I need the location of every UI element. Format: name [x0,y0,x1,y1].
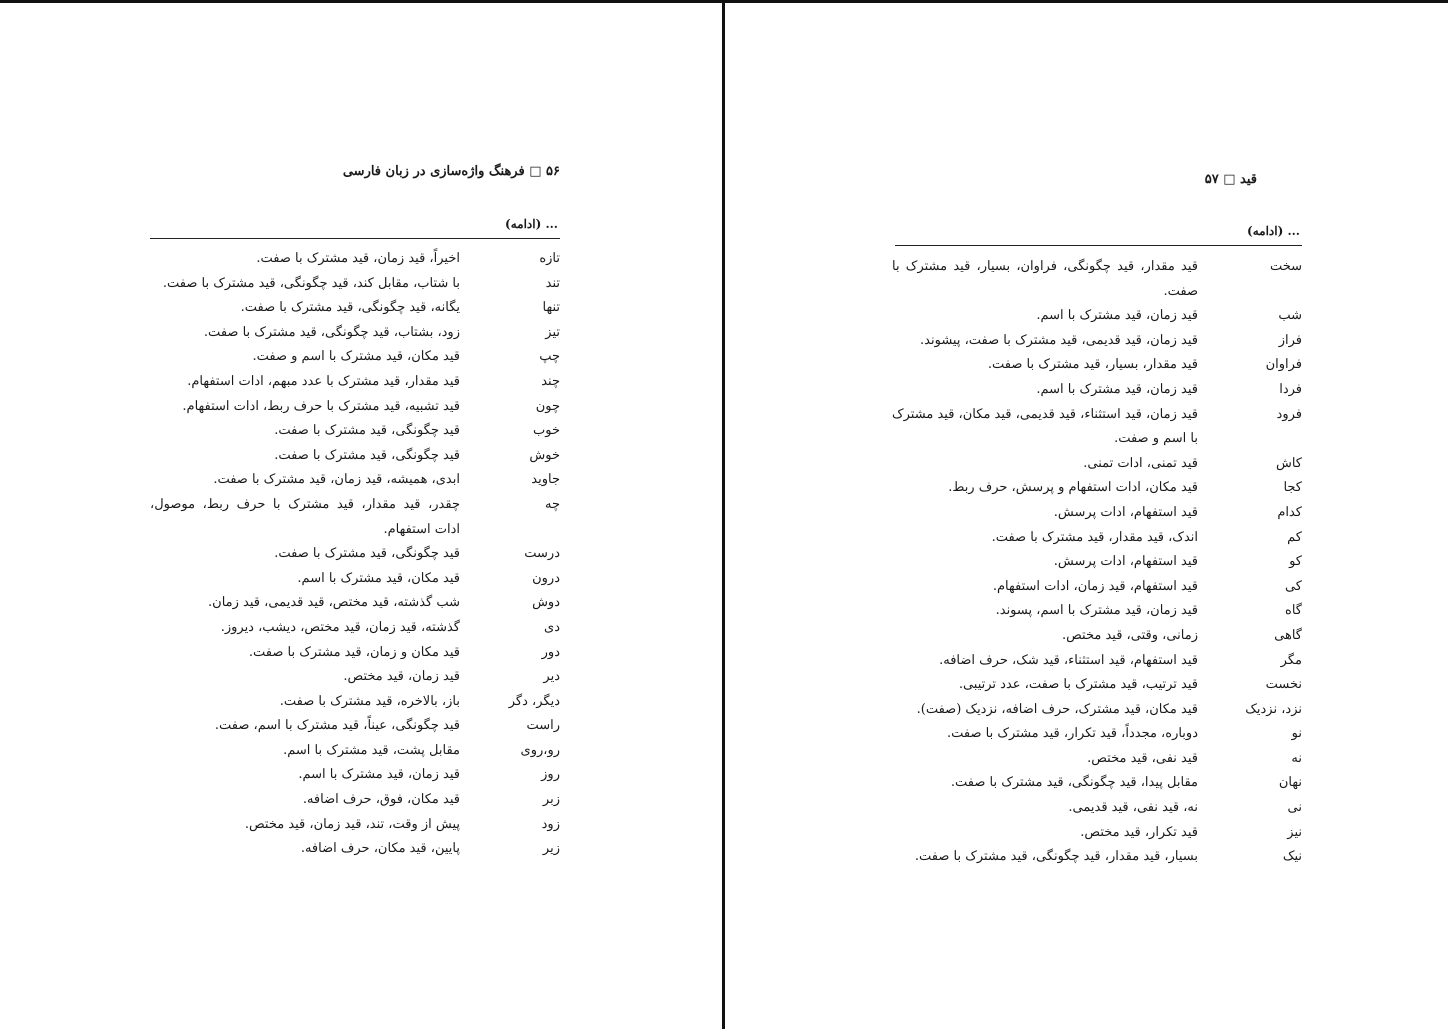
dictionary-entry [892,722,1302,747]
entry-headword: تند [545,275,560,291]
dictionary-entry [892,747,1302,772]
entry-headword: خوب [533,423,560,439]
entry-headword: نیز [1287,824,1302,840]
entry-headword: فراز [1278,332,1302,348]
dictionary-entry [150,690,560,715]
dictionary-entry [892,649,1302,674]
entry-definition: شب گذشته، قید مختص، قید قدیمی، قید زمان. [208,595,460,611]
entry-headword: دی [544,619,560,635]
entry-headword: تیز [545,324,560,340]
dictionary-entry [150,714,560,739]
dictionary-entry [150,345,560,370]
entry-definition: قید مکان، فوق، حرف اضافه. [302,792,460,808]
entry-definition: پایین، قید مکان، حرف اضافه. [300,841,460,857]
entry-headword: درون [532,570,560,586]
dictionary-entry [150,641,560,666]
entry-definition: قید زمان، قید قدیمی، قید مشترک با صفت، پیشوند. [920,332,1198,348]
dictionary-entry [892,378,1302,403]
dictionary-entry [892,476,1302,501]
entry-headword: دیر [543,669,560,685]
entry-definition: اخیراً، قید زمان، قید مشترک با صفت. [256,251,460,266]
entry-definition: قید مکان، قید مشترک با اسم و صفت. [252,349,460,365]
entry-definition: قید چگونگی، قید مشترک با صفت. [274,423,460,439]
entry-definition: چقدر، قید مقدار، قید مشترک با حرف ربط، موصول، ادات استفهام. [150,496,460,537]
entry-definition: قید چگونگی، عیناً، قید مشترک با اسم، صفت. [214,718,460,734]
entry-definition: ابدی، همیشه، قید زمان، قید مشترک با صفت. [213,472,460,488]
dictionary-entry [150,247,560,272]
entry-headword: دور [541,644,560,660]
entry-headword: سخت [1269,259,1302,274]
entry-headword: فرود [1276,406,1302,422]
entry-definition: قید مقدار، قید چگونگی، فراوان، بسیار، قید مشترک با صفت. [892,259,1198,299]
entry-headword: شب [1278,308,1302,324]
entry-definition: قید چگونگی، قید مشترک با صفت. [274,546,460,562]
entry-definition: قید مقدار، بسیار، قید مشترک با صفت. [987,357,1198,373]
entry-headword: چون [535,398,560,414]
entry-definition: قید نفی، قید مختص. [1087,750,1198,766]
entry-headword: گاه [1285,603,1302,619]
entry-headword: دیگر، دگر [508,693,560,709]
entry-definition: گذشته، قید زمان، قید مختص، دیشب، دیروز. [220,619,460,635]
entry-headword: نو [1291,726,1302,742]
dictionary-entry [150,739,560,764]
entry-headword: نه [1291,750,1302,766]
dictionary-entry [150,272,560,297]
dictionary-entry [150,296,560,321]
entry-headword: کی [1284,578,1302,594]
dictionary-entry [892,821,1302,846]
entry-headword: نزد، نزدیک [1245,701,1302,717]
dictionary-entry [892,796,1302,821]
entry-headword: جاوید [531,472,560,488]
entry-definition: با شتاب، مقابل کند، قید چگونگی، قید مشترک با صفت. [162,275,460,291]
dictionary-entry [892,255,1302,304]
dictionary-entry [892,673,1302,698]
dictionary-entry [150,763,560,788]
book-spine-divider [722,0,725,1029]
entry-headword: تازه [539,251,560,266]
header-rule [150,238,560,239]
entry-definition: قید زمان، قید مختص. [343,669,460,685]
dictionary-entry [892,501,1302,526]
entry-headword: درست [524,546,560,562]
entry-headword: چه [544,496,560,512]
dictionary-entry [150,444,560,469]
continued-label: ... (ادامه) [505,217,558,231]
entry-list [892,255,1302,870]
dictionary-entry [150,616,560,641]
dictionary-entry [150,370,560,395]
entry-definition: یگانه، قید چگونگی، قید مشترک با صفت. [240,300,460,316]
entry-headword: نیک [1282,849,1302,865]
dictionary-entry [892,698,1302,723]
dictionary-entry [150,493,560,542]
dictionary-entry [892,403,1302,452]
dictionary-entry [150,542,560,567]
entry-headword: کاش [1275,455,1302,471]
entry-definition: اندک، قید مقدار، قید مشترک با صفت. [991,529,1198,545]
running-head: قید □ ۵۷ [1204,172,1257,187]
dictionary-entry [892,599,1302,624]
dictionary-entry [150,419,560,444]
continued-label: ... (ادامه) [1247,224,1300,238]
dictionary-entry [892,575,1302,600]
entry-definition: قید مکان، ادات استفهام و پرسش، حرف ربط. [948,480,1198,496]
entry-headword: چپ [539,349,560,365]
entry-definition: زود، بشتاب، قید چگونگی، قید مشترک با صفت. [203,324,460,340]
entry-headword: نهان [1278,775,1302,791]
entry-definition: باز، بالاخره، قید مشترک با صفت. [279,693,460,709]
entry-headword: زیر [542,841,560,857]
dictionary-entry [892,526,1302,551]
entry-definition: قید مقدار، قید مشترک با عدد مبهم، ادات استفهام. [187,373,460,389]
entry-headword: چند [541,373,560,389]
entry-definition: دوباره، مجدداً، قید تکرار، قید مشترک با صفت. [947,726,1198,742]
dictionary-entry [150,788,560,813]
entry-definition: مقابل پشت، قید مشترک با اسم. [283,742,460,758]
entry-definition: قید مکان و زمان، قید مشترک با صفت. [248,644,460,660]
running-head: ۵۶ □ فرهنگ واژه‌سازی در زبان فارسی [342,164,560,179]
dictionary-entry [892,452,1302,477]
dictionary-entry [150,591,560,616]
dictionary-entry [892,624,1302,649]
entry-headword: کو [1289,554,1302,570]
entry-definition: قید تکرار، قید مختص. [1080,824,1198,840]
dictionary-entry [150,321,560,346]
entry-headword: کجا [1283,480,1302,496]
entry-definition: قید مکان، قید مشترک، حرف اضافه، نزدیک (صفت). [916,701,1198,717]
dictionary-entry [892,353,1302,378]
entry-headword: خوش [529,447,560,463]
entry-definition: قید زمان، قید مشترک با اسم، پسوند. [995,603,1198,619]
entry-headword: رو،روی [520,742,560,758]
entry-headword: گاهی [1274,627,1302,643]
entry-definition: قید زمان، قید مشترک با اسم. [298,767,460,783]
dictionary-entry [150,813,560,838]
entry-definition: قید ترتیب، قید مشترک با صفت، عدد ترتیبی. [958,677,1198,693]
entry-definition: قید تشبیه، قید مشترک با حرف ربط، ادات استفهام. [182,398,460,414]
entry-headword: تنها [542,300,560,316]
entry-headword: روز [541,767,560,783]
entry-headword: نی [1287,800,1302,816]
dictionary-entry [150,837,560,862]
entry-definition: قید استفهام، ادات پرسش. [1053,554,1198,570]
entry-definition: زمانی، وقتی، قید مختص. [1062,627,1198,643]
entry-definition: قید تمنی، ادات تمنی. [1083,455,1198,471]
dictionary-entry [892,329,1302,354]
dictionary-entry [892,845,1302,870]
entry-definition: نه، قید نفی، قید قدیمی. [1068,800,1198,816]
entry-definition: قید استفهام، قید استثناء، قید شک، حرف اضافه. [939,652,1198,668]
dictionary-entry [150,468,560,493]
dictionary-entry [892,771,1302,796]
dictionary-entry [150,665,560,690]
entry-headword: کدام [1277,504,1302,520]
entry-definition: قید زمان، قید مشترک با اسم. [1036,381,1198,397]
entry-headword: دوش [532,595,560,611]
entry-headword: مگر [1280,652,1302,668]
entry-headword: زبر [542,792,560,808]
entry-headword: فردا [1279,381,1302,397]
entry-definition: بسیار، قید مقدار، قید چگونگی، قید مشترک با صفت. [914,849,1198,865]
entry-definition: قید زمان، قید استثناء، قید قدیمی، قید مکان، قید مشترک با اسم و صفت. [892,406,1198,447]
header-rule [895,245,1302,246]
entry-headword: راست [526,718,560,734]
entry-definition: پیش از وقت، تند، قید زمان، قید مختص. [244,816,460,832]
dictionary-entry [150,567,560,592]
entry-definition: قید استفهام، ادات پرسش. [1053,504,1198,520]
entry-definition: قید زمان، قید مشترک با اسم. [1036,308,1198,324]
dictionary-entry [892,550,1302,575]
dictionary-entry [150,395,560,420]
entry-headword: نخست [1265,677,1302,693]
entry-list [150,247,560,862]
entry-definition: مقابل پیدا، قید چگونگی، قید مشترک با صفت. [950,775,1198,791]
entry-definition: قید مکان، قید مشترک با اسم. [297,570,460,586]
entry-headword: کم [1287,529,1302,545]
entry-definition: قید استفهام، قید زمان، ادات استفهام. [992,578,1198,594]
dictionary-entry [892,304,1302,329]
entry-headword: زود [541,816,560,832]
entry-definition: قید چگونگی، قید مشترک با صفت. [274,447,460,463]
entry-headword: فراوان [1265,357,1302,373]
